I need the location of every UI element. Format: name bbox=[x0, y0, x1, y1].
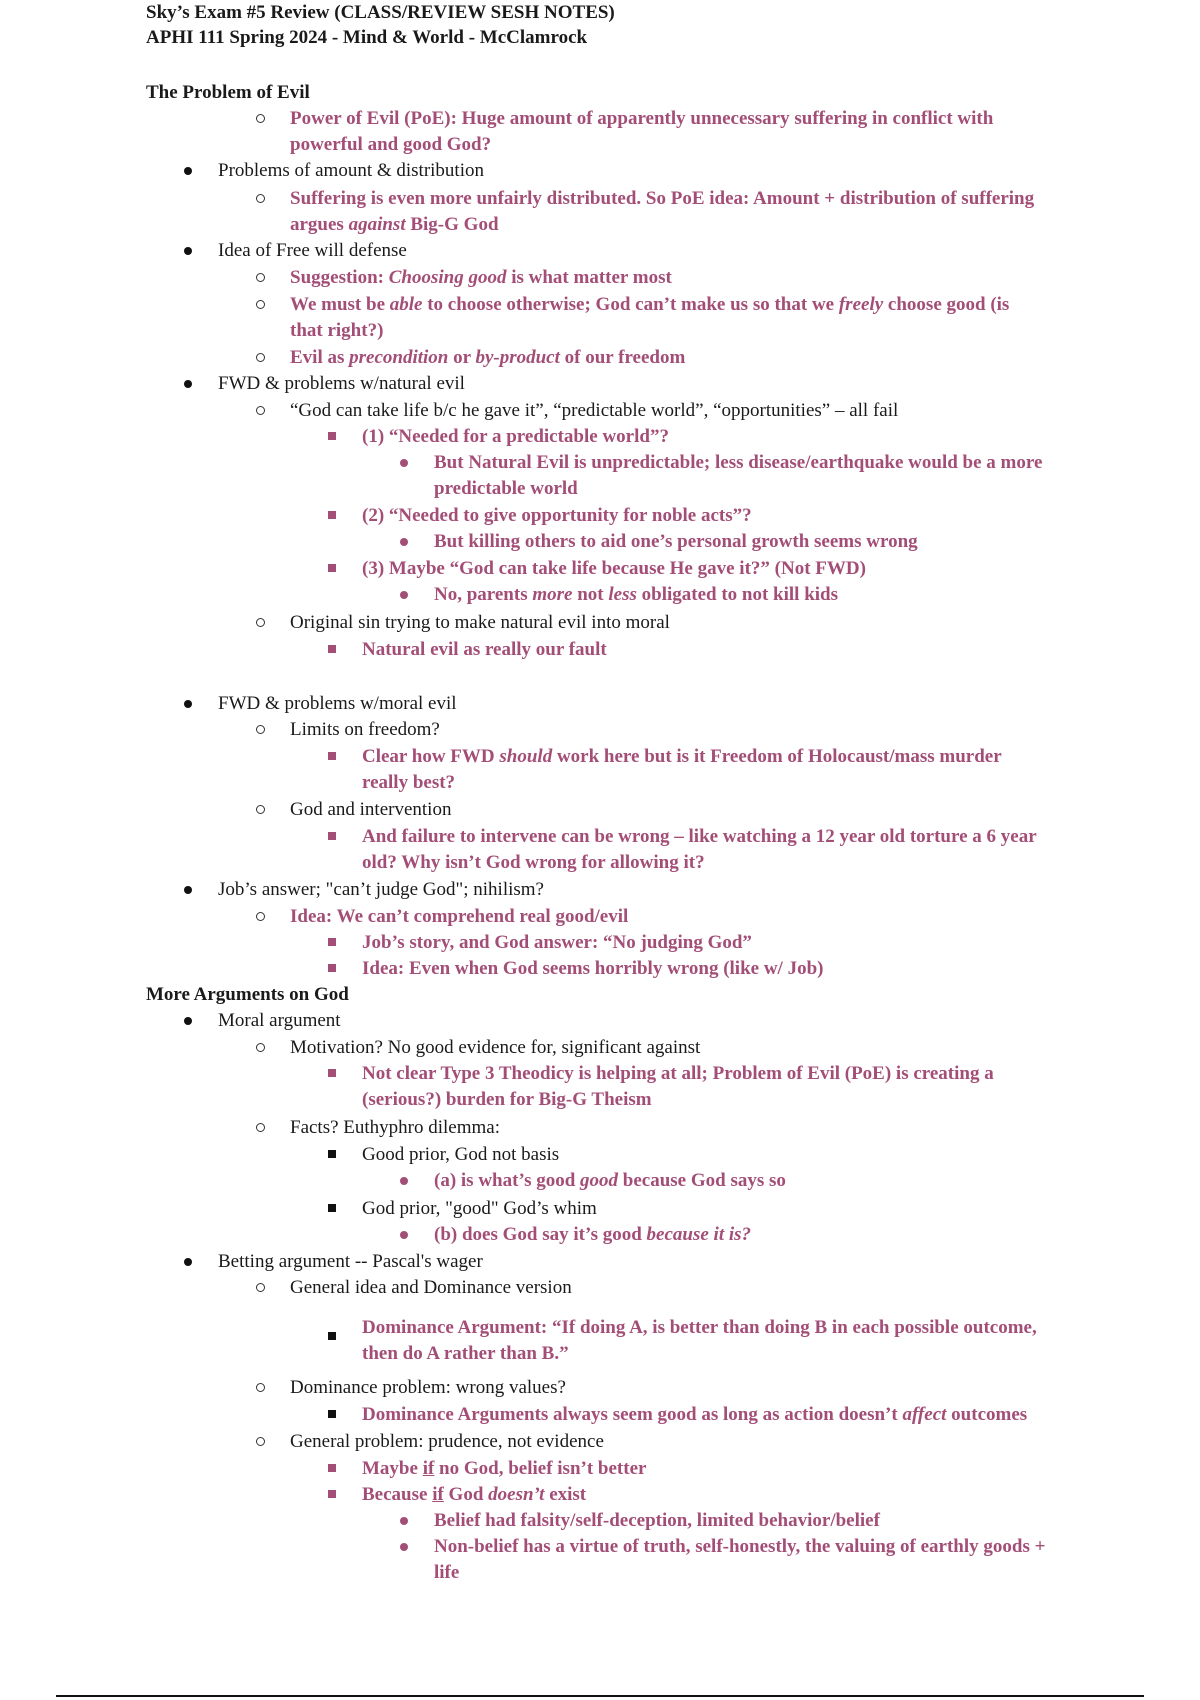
note-item: But killing others to aid one’s personal growth seems wrong bbox=[434, 531, 918, 552]
note-item-continued: old? Why isn’t God wrong for allowing it? bbox=[362, 852, 705, 873]
square-bullet-icon bbox=[326, 1148, 338, 1160]
circle-bullet-icon bbox=[254, 616, 266, 628]
note-item-continued: powerful and good God? bbox=[290, 134, 492, 155]
disc-bullet-icon bbox=[182, 698, 194, 710]
note-item: Moral argument bbox=[218, 1010, 341, 1031]
note-item: Original sin trying to make natural evil into moral bbox=[290, 612, 670, 633]
note-item: God prior, "good" God’s whim bbox=[362, 1198, 597, 1219]
disc-bullet-icon bbox=[182, 378, 194, 390]
circle-bullet-icon bbox=[254, 1281, 266, 1293]
section-heading-problem-of-evil: The Problem of Evil bbox=[146, 82, 310, 103]
note-item: Facts? Euthyphro dilemma: bbox=[290, 1117, 501, 1138]
disc-bullet-icon bbox=[398, 1229, 410, 1241]
note-item: No, parents more not less obligated to not kill kids bbox=[434, 584, 839, 605]
note-item: (2) “Needed to give opportunity for noble acts”? bbox=[362, 505, 752, 526]
circle-bullet-icon bbox=[254, 1121, 266, 1133]
note-item: Suggestion: Choosing good is what matter most bbox=[290, 267, 672, 288]
circle-bullet-icon bbox=[254, 1041, 266, 1053]
note-item: Betting argument -- Pascal's wager bbox=[218, 1251, 483, 1272]
circle-bullet-icon bbox=[254, 803, 266, 815]
note-item: (b) does God say it’s good because it is? bbox=[434, 1224, 752, 1245]
disc-bullet-icon bbox=[398, 536, 410, 548]
disc-bullet-icon bbox=[182, 245, 194, 257]
note-item-continued: that right?) bbox=[290, 320, 384, 341]
document-title-line1: Sky’s Exam #5 Review (CLASS/REVIEW SESH NOTES) bbox=[146, 2, 615, 23]
square-bullet-icon bbox=[326, 509, 338, 521]
square-bullet-icon bbox=[326, 1067, 338, 1079]
note-item: Good prior, God not basis bbox=[362, 1144, 560, 1165]
note-item: Idea of Free will defense bbox=[218, 240, 407, 261]
square-bullet-icon bbox=[326, 936, 338, 948]
circle-bullet-icon bbox=[254, 1435, 266, 1447]
square-bullet-icon bbox=[326, 562, 338, 574]
square-bullet-icon bbox=[326, 1488, 338, 1500]
note-item: Job’s answer; "can’t judge God"; nihilism? bbox=[218, 879, 544, 900]
circle-bullet-icon bbox=[254, 298, 266, 310]
note-item: General problem: prudence, not evidence bbox=[290, 1431, 604, 1452]
document-title-line2: APHI 111 Spring 2024 - Mind & World - McClamrock bbox=[146, 27, 588, 48]
square-bullet-icon bbox=[326, 1330, 338, 1342]
note-item: Because if God doesn’t exist bbox=[362, 1484, 587, 1505]
note-item: We must be able to choose otherwise; God can’t make us so that we freely choose good (is bbox=[290, 294, 1010, 315]
square-bullet-icon bbox=[326, 1462, 338, 1474]
circle-bullet-icon bbox=[254, 351, 266, 363]
square-bullet-icon bbox=[326, 830, 338, 842]
disc-bullet-icon bbox=[182, 884, 194, 896]
note-item: (3) Maybe “God can take life because He gave it?” (Not FWD) bbox=[362, 558, 866, 579]
note-item: Evil as precondition or by-product of our freedom bbox=[290, 347, 686, 368]
circle-bullet-icon bbox=[254, 112, 266, 124]
circle-bullet-icon bbox=[254, 404, 266, 416]
note-item: Limits on freedom? bbox=[290, 719, 440, 740]
page-bottom-rule bbox=[56, 1695, 1144, 1697]
circle-bullet-icon bbox=[254, 271, 266, 283]
note-item: Maybe if no God, belief isn’t better bbox=[362, 1458, 647, 1479]
note-item: Dominance problem: wrong values? bbox=[290, 1377, 566, 1398]
note-item-continued: life bbox=[434, 1562, 460, 1583]
note-item-continued: argues against Big-G God bbox=[290, 214, 499, 235]
note-item: God and intervention bbox=[290, 799, 452, 820]
circle-bullet-icon bbox=[254, 192, 266, 204]
note-item: Not clear Type 3 Theodicy is helping at all; Problem of Evil (PoE) is creating a bbox=[362, 1063, 994, 1084]
disc-bullet-icon bbox=[398, 1515, 410, 1527]
note-item: Non-belief has a virtue of truth, self-honestly, the valuing of earthly goods + bbox=[434, 1536, 1046, 1557]
note-item: FWD & problems w/moral evil bbox=[218, 693, 457, 714]
note-item: (1) “Needed for a predictable world”? bbox=[362, 426, 669, 447]
note-item: Problems of amount & distribution bbox=[218, 160, 484, 181]
note-item: But Natural Evil is unpredictable; less disease/earthquake would be a more bbox=[434, 452, 1043, 473]
square-bullet-icon bbox=[326, 643, 338, 655]
note-item: Dominance Arguments always seem good as long as action doesn’t affect outcomes bbox=[362, 1404, 1028, 1425]
square-bullet-icon bbox=[326, 1408, 338, 1420]
note-item: Motivation? No good evidence for, significant against bbox=[290, 1037, 701, 1058]
note-item: “God can take life b/c he gave it”, “predictable world”, “opportunities” – all fail bbox=[290, 400, 899, 421]
disc-bullet-icon bbox=[398, 1541, 410, 1553]
note-item: FWD & problems w/natural evil bbox=[218, 373, 465, 394]
square-bullet-icon bbox=[326, 750, 338, 762]
note-item: And failure to intervene can be wrong – like watching a 12 year old torture a 6 year bbox=[362, 826, 1037, 847]
circle-bullet-icon bbox=[254, 723, 266, 735]
disc-bullet-icon bbox=[182, 1015, 194, 1027]
note-item-continued: (serious?) burden for Big-G Theism bbox=[362, 1089, 652, 1110]
disc-bullet-icon bbox=[398, 589, 410, 601]
note-item-continued: then do A rather than B.” bbox=[362, 1343, 569, 1364]
note-item: General idea and Dominance version bbox=[290, 1277, 572, 1298]
disc-bullet-icon bbox=[398, 457, 410, 469]
section-heading-more-arguments: More Arguments on God bbox=[146, 984, 349, 1005]
note-item: (a) is what’s good good because God says so bbox=[434, 1170, 786, 1191]
note-item: Idea: We can’t comprehend real good/evil bbox=[290, 906, 629, 927]
disc-bullet-icon bbox=[182, 1256, 194, 1268]
disc-bullet-icon bbox=[182, 165, 194, 177]
note-item: Dominance Argument: “If doing A, is better than doing B in each possible outcome, bbox=[362, 1317, 1037, 1338]
note-item: Idea: Even when God seems horribly wrong (like w/ Job) bbox=[362, 958, 824, 979]
note-item: Job’s story, and God answer: “No judging God” bbox=[362, 932, 752, 953]
note-item-continued: really best? bbox=[362, 772, 456, 793]
square-bullet-icon bbox=[326, 430, 338, 442]
note-item-continued: predictable world bbox=[434, 478, 578, 499]
circle-bullet-icon bbox=[254, 910, 266, 922]
note-item: Natural evil as really our fault bbox=[362, 639, 607, 660]
note-item: Power of Evil (PoE): Huge amount of apparently unnecessary suffering in conflict with bbox=[290, 108, 994, 129]
square-bullet-icon bbox=[326, 1202, 338, 1214]
note-item: Suffering is even more unfairly distributed. So PoE idea: Amount + distribution of suffering bbox=[290, 188, 1035, 209]
circle-bullet-icon bbox=[254, 1381, 266, 1393]
note-item: Belief had falsity/self-deception, limited behavior/belief bbox=[434, 1510, 880, 1531]
disc-bullet-icon bbox=[398, 1175, 410, 1187]
note-item: Clear how FWD should work here but is it Freedom of Holocaust/mass murder bbox=[362, 746, 1002, 767]
square-bullet-icon bbox=[326, 962, 338, 974]
